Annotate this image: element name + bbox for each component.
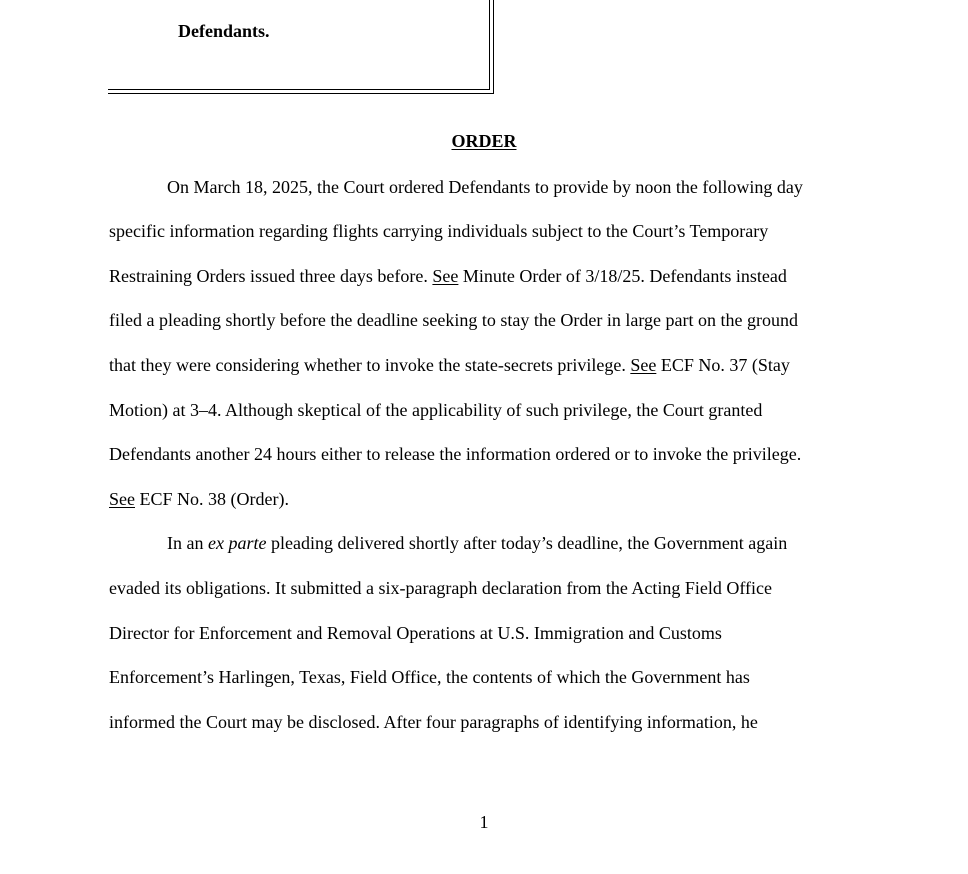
see-signal: See — [109, 489, 135, 509]
body-line-3-text-a: Restraining Orders issued three days before. — [109, 266, 428, 286]
body-line-9-text-b: pleading delivered shortly after today’s deadline, the Government again — [270, 533, 788, 553]
body-line-4: filed a pleading shortly before the deadline seeking to stay the Order in large part on the ground — [109, 310, 798, 330]
see-signal: See — [630, 355, 657, 375]
document-title — [0, 130, 968, 152]
body-line-8 — [109, 488, 289, 510]
body-line-12: Enforcement’s Harlingen, Texas, Field Office, the contents of which the Government has — [109, 667, 750, 687]
body-line-5 — [109, 354, 790, 376]
body-line-9-text-a: In an — [167, 533, 204, 553]
body-line-13: informed the Court may be disclosed. After four paragraphs of identifying information, he — [109, 712, 758, 732]
body-line-11: Director for Enforcement and Removal Operations at U.S. Immigration and Customs — [109, 623, 722, 643]
body-line-7: Defendants another 24 hours either to release the information ordered or to invoke the privilege. — [109, 444, 802, 464]
caption-box-outer-border — [108, 0, 494, 94]
caption-party-label: Defendants. — [178, 21, 270, 41]
see-signal: See — [432, 266, 459, 286]
body-line-5-text-a: that they were considering whether to invoke the state-secrets privilege. — [109, 355, 626, 375]
body-line-10: evaded its obligations. It submitted a six-paragraph declaration from the Acting Field Office — [109, 578, 772, 598]
page-number: 1 — [479, 812, 489, 832]
body-line-2: specific information regarding flights carrying individuals subject to the Court’s Temporary — [109, 221, 769, 241]
ex-parte-term: ex parte — [207, 533, 267, 553]
body-line-8-text-b: ECF No. 38 (Order). — [139, 489, 289, 509]
body-line-9 — [167, 532, 787, 554]
body-line-3 — [109, 265, 787, 287]
body-line-5-text-b: ECF No. 37 (Stay — [660, 355, 790, 375]
body-line-3-text-b: Minute Order of 3/18/25. Defendants instead — [462, 266, 787, 286]
body-line-6: Motion) at 3–4. Although skeptical of the applicability of such privilege, the Court granted — [109, 400, 763, 420]
body-line-1: On March 18, 2025, the Court ordered Defendants to provide by noon the following day — [167, 177, 803, 197]
document-title-text: ORDER — [451, 131, 517, 151]
